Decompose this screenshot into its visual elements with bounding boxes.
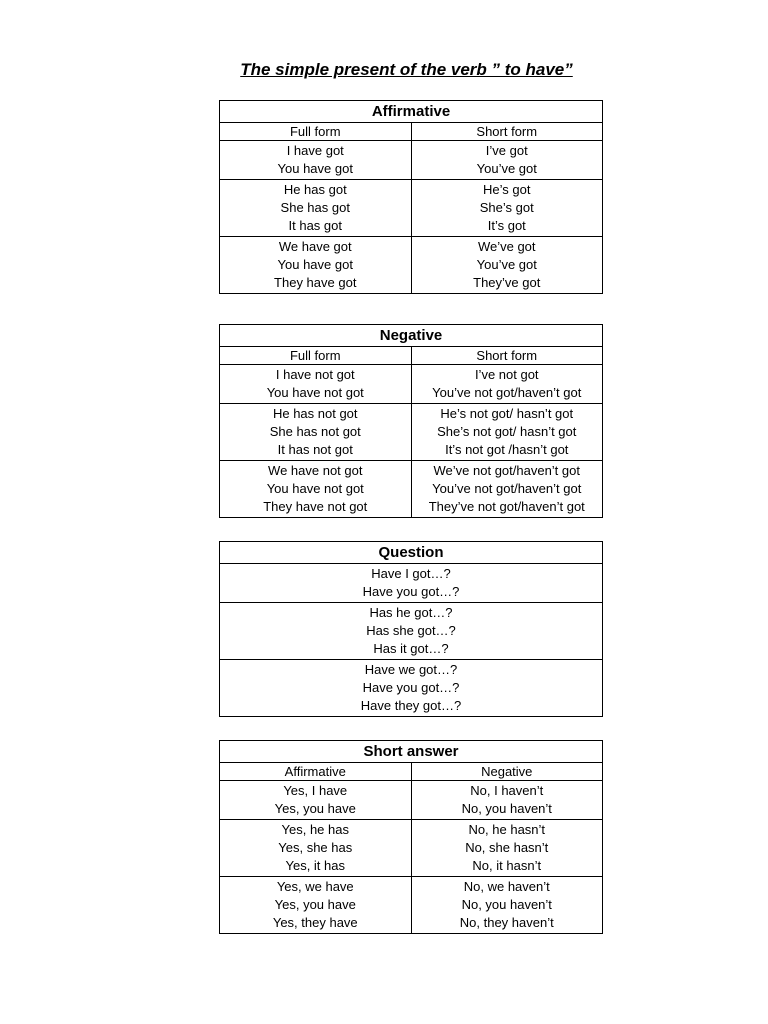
cell-line: We have not got [268, 463, 363, 478]
cell-line: Yes, he has [281, 822, 349, 837]
table-header-row [220, 123, 603, 141]
cell-line: Yes, we have [276, 879, 354, 894]
table-title: Negative [220, 325, 603, 347]
table-title-row [220, 101, 603, 123]
cell-line: Have they got…? [360, 698, 462, 713]
cell-line: Has it got…? [373, 641, 449, 656]
cell-line: We have got [278, 239, 352, 254]
left-cell [220, 237, 412, 294]
table-row [220, 404, 603, 461]
question-cell [220, 660, 603, 717]
cell-line: Yes, it has [285, 858, 345, 873]
column-header: Negative [411, 763, 603, 781]
cell-line: I’ve not got [474, 367, 539, 382]
cell-line: It has not got [277, 442, 353, 457]
cell-line: You have not got [266, 481, 364, 496]
affirmative-table [219, 100, 603, 294]
cell-line: No, they haven’t [459, 915, 554, 930]
table-header-row [220, 763, 603, 781]
table-title-row [220, 741, 603, 763]
cell-line: They have not got [263, 499, 368, 514]
question-cell [220, 564, 603, 603]
cell-line: You’ve not got/haven’t got [432, 385, 582, 400]
cell-line: They’ve got [473, 275, 541, 290]
table-title: Short answer [220, 741, 603, 763]
cell-line: She’s got [479, 200, 534, 215]
left-cell [220, 781, 412, 820]
cell-line: They’ve not got/haven’t got [428, 499, 585, 514]
table-row [220, 141, 603, 180]
cell-line: You have got [277, 257, 353, 272]
table-title-row [220, 325, 603, 347]
cell-line: I have not got [275, 367, 355, 382]
cell-line: You’ve got [476, 161, 537, 176]
short-answer-table [219, 740, 603, 934]
cell-line: He has got [283, 182, 347, 197]
cell-line: Yes, I have [283, 783, 348, 798]
cell-line: He’s not got/ hasn’t got [440, 406, 574, 421]
right-cell [411, 820, 603, 877]
question-table [219, 541, 603, 717]
cell-line: You have not got [266, 385, 364, 400]
cell-line: You’ve got [476, 257, 537, 272]
left-cell [220, 404, 412, 461]
cell-line: No, she hasn’t [465, 840, 549, 855]
table-row [220, 365, 603, 404]
right-cell [411, 877, 603, 934]
table-row [220, 461, 603, 518]
table-title: Question [220, 542, 603, 564]
right-cell [411, 404, 603, 461]
cell-line: No, you haven’t [461, 801, 552, 816]
cell-line: Have we got…? [364, 662, 458, 677]
column-header: Short form [411, 123, 603, 141]
table-title: Affirmative [220, 101, 603, 123]
cell-line: Yes, she has [278, 840, 353, 855]
right-cell [411, 781, 603, 820]
right-cell [411, 180, 603, 237]
cell-line: She has got [280, 200, 350, 215]
table-header-row [220, 347, 603, 365]
cell-line: They have got [274, 275, 357, 290]
table-row [220, 877, 603, 934]
right-cell [411, 461, 603, 518]
cell-line: It has got [288, 218, 342, 233]
cell-line: He’s got [483, 182, 531, 197]
right-cell [411, 365, 603, 404]
cell-line: I have got [286, 143, 344, 158]
cell-line: Has he got…? [369, 605, 453, 620]
cell-line: No, it hasn’t [472, 858, 542, 873]
question-cell [220, 603, 603, 660]
left-cell [220, 461, 412, 518]
table-row [220, 820, 603, 877]
table-row [220, 781, 603, 820]
column-header: Short form [411, 347, 603, 365]
negative-table [219, 324, 603, 518]
cell-line: He has not got [272, 406, 358, 421]
column-header: Full form [220, 123, 412, 141]
cell-line: No, we haven’t [463, 879, 550, 894]
column-header: Full form [220, 347, 412, 365]
cell-line: No, you haven’t [461, 897, 552, 912]
cell-line: You’ve not got/haven’t got [432, 481, 582, 496]
right-cell [411, 237, 603, 294]
cell-line: Yes, they have [272, 915, 358, 930]
left-cell [220, 365, 412, 404]
cell-line: No, I haven’t [470, 783, 544, 798]
cell-line: Yes, you have [274, 897, 356, 912]
left-cell [220, 180, 412, 237]
cell-line: I’ve got [485, 143, 528, 158]
cell-line: No, he hasn’t [468, 822, 546, 837]
table-row [220, 180, 603, 237]
cell-line: She has not got [269, 424, 361, 439]
cell-line: We’ve not got/haven’t got [433, 463, 580, 478]
table-row [220, 603, 603, 660]
right-cell [411, 141, 603, 180]
cell-line: It’s not got /hasn’t got [445, 442, 569, 457]
cell-line: Have you got…? [362, 680, 460, 695]
table-title-row [220, 542, 603, 564]
table-row [220, 237, 603, 294]
left-cell [220, 820, 412, 877]
left-cell [220, 877, 412, 934]
column-header: Affirmative [220, 763, 412, 781]
left-cell [220, 141, 412, 180]
cell-line: Has she got…? [366, 623, 456, 638]
table-row [220, 564, 603, 603]
cell-line: Yes, you have [274, 801, 356, 816]
document-title: The simple present of the verb ” to have” [240, 60, 573, 79]
table-row [220, 660, 603, 717]
cell-line: It’s got [487, 218, 526, 233]
cell-line: She’s not got/ hasn’t got [437, 424, 577, 439]
cell-line: Have you got…? [362, 584, 460, 599]
cell-line: We’ve got [477, 239, 536, 254]
cell-line: Have I got…? [371, 566, 451, 581]
cell-line: You have got [277, 161, 353, 176]
